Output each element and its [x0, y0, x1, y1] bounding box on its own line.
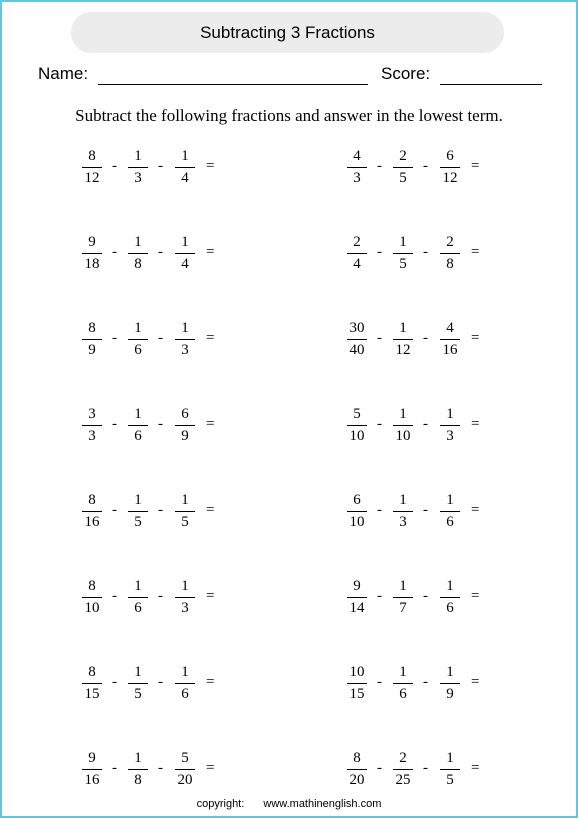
denominator: 8 — [134, 772, 142, 788]
fraction-bar — [128, 425, 148, 426]
numerator: 2 — [399, 148, 407, 164]
fraction-bar — [347, 511, 367, 512]
minus-sign: - — [377, 244, 382, 260]
fraction — [347, 577, 367, 618]
denominator: 6 — [399, 686, 407, 702]
fraction-bar — [82, 339, 102, 340]
fraction-bar — [82, 511, 102, 512]
numerator: 8 — [88, 320, 96, 336]
fraction-bar — [393, 511, 413, 512]
fraction-bar — [175, 253, 195, 254]
fraction — [393, 577, 413, 618]
minus-sign: - — [158, 760, 163, 776]
numerator: 2 — [399, 750, 407, 766]
equals-sign: = — [206, 760, 215, 776]
fraction-problem — [82, 233, 222, 277]
equals-sign: = — [206, 588, 215, 604]
fraction — [347, 405, 367, 446]
equals-sign: = — [206, 502, 215, 518]
minus-sign: - — [377, 760, 382, 776]
denominator: 4 — [181, 256, 189, 272]
denominator: 7 — [399, 600, 407, 616]
denominator: 16 — [84, 772, 100, 788]
fraction — [347, 491, 367, 532]
fraction-bar — [82, 683, 102, 684]
fraction — [393, 147, 413, 188]
minus-sign: - — [158, 674, 163, 690]
fraction-bar — [82, 597, 102, 598]
numerator: 4 — [353, 148, 361, 164]
fraction-bar — [175, 339, 195, 340]
fraction — [175, 663, 195, 704]
website-link[interactable]: www.mathinenglish.com — [263, 798, 382, 810]
fraction-bar — [393, 683, 413, 684]
numerator: 1 — [134, 320, 142, 336]
equals-sign: = — [471, 330, 480, 346]
fraction-bar — [440, 511, 460, 512]
numerator: 1 — [399, 234, 407, 250]
numerator: 1 — [446, 406, 454, 422]
fraction — [440, 233, 460, 274]
denominator: 15 — [349, 686, 365, 702]
score-label: Score: — [381, 64, 431, 83]
fraction — [440, 147, 460, 188]
denominator: 16 — [84, 514, 100, 530]
fraction — [82, 491, 102, 532]
minus-sign: - — [377, 588, 382, 604]
fraction-bar — [128, 769, 148, 770]
name-score-row — [38, 64, 548, 88]
worksheet-title: Subtracting 3 Fractions — [71, 12, 504, 53]
denominator: 12 — [442, 170, 458, 186]
denominator: 3 — [181, 600, 189, 616]
minus-sign: - — [423, 502, 428, 518]
fraction — [128, 491, 148, 532]
numerator: 1 — [446, 664, 454, 680]
fraction-bar — [347, 253, 367, 254]
fraction-bar — [175, 167, 195, 168]
fraction-bar — [347, 683, 367, 684]
fraction — [128, 147, 148, 188]
fraction-bar — [82, 425, 102, 426]
numerator: 1 — [446, 578, 454, 594]
denominator: 10 — [349, 514, 365, 530]
fraction-problem — [82, 147, 222, 191]
equals-sign: = — [471, 244, 480, 260]
fraction — [440, 491, 460, 532]
fraction — [393, 663, 413, 704]
numerator: 8 — [88, 148, 96, 164]
denominator: 3 — [181, 342, 189, 358]
equals-sign: = — [471, 502, 480, 518]
fraction-bar — [82, 253, 102, 254]
numerator: 1 — [399, 578, 407, 594]
numerator: 9 — [88, 234, 96, 250]
fraction-bar — [393, 253, 413, 254]
minus-sign: - — [423, 158, 428, 174]
equals-sign: = — [206, 330, 215, 346]
denominator: 20 — [349, 772, 365, 788]
minus-sign: - — [377, 502, 382, 518]
minus-sign: - — [112, 760, 117, 776]
denominator: 10 — [349, 428, 365, 444]
denominator: 14 — [349, 600, 365, 616]
fraction-bar — [393, 769, 413, 770]
numerator: 8 — [88, 578, 96, 594]
fraction-bar — [440, 167, 460, 168]
fraction-problem — [347, 319, 487, 363]
numerator: 4 — [446, 320, 454, 336]
minus-sign: - — [423, 416, 428, 432]
fraction-bar — [347, 769, 367, 770]
fraction — [128, 233, 148, 274]
fraction-problem — [347, 491, 487, 535]
equals-sign: = — [471, 674, 480, 690]
numerator: 30 — [349, 320, 365, 336]
numerator: 3 — [88, 406, 96, 422]
denominator: 9 — [446, 686, 454, 702]
fraction — [347, 233, 367, 274]
footer — [2, 798, 576, 810]
numerator: 1 — [446, 492, 454, 508]
fraction-problem — [82, 749, 222, 793]
equals-sign: = — [206, 674, 215, 690]
fraction — [393, 491, 413, 532]
denominator: 12 — [84, 170, 100, 186]
numerator: 1 — [134, 406, 142, 422]
minus-sign: - — [377, 158, 382, 174]
fraction — [82, 147, 102, 188]
fraction — [82, 663, 102, 704]
numerator: 8 — [88, 664, 96, 680]
minus-sign: - — [377, 330, 382, 346]
denominator: 6 — [181, 686, 189, 702]
fraction-problem — [347, 663, 487, 707]
numerator: 1 — [399, 492, 407, 508]
denominator: 9 — [181, 428, 189, 444]
equals-sign: = — [206, 244, 215, 260]
numerator: 9 — [88, 750, 96, 766]
fraction — [82, 319, 102, 360]
fraction-problem — [347, 147, 487, 191]
denominator: 20 — [177, 772, 193, 788]
minus-sign: - — [158, 588, 163, 604]
denominator: 5 — [399, 170, 407, 186]
numerator: 1 — [181, 578, 189, 594]
fraction — [440, 319, 460, 360]
minus-sign: - — [423, 760, 428, 776]
fraction-problem — [82, 663, 222, 707]
equals-sign: = — [471, 760, 480, 776]
name-blank[interactable] — [98, 84, 368, 85]
denominator: 5 — [399, 256, 407, 272]
fraction-bar — [347, 597, 367, 598]
denominator: 15 — [84, 686, 100, 702]
fraction — [393, 749, 413, 790]
numerator: 1 — [181, 148, 189, 164]
minus-sign: - — [158, 416, 163, 432]
equals-sign: = — [206, 416, 215, 432]
instructions: Subtract the following fractions and answer in the lowest term. — [75, 106, 503, 125]
fraction — [82, 577, 102, 618]
denominator: 3 — [399, 514, 407, 530]
denominator: 8 — [134, 256, 142, 272]
fraction-bar — [347, 167, 367, 168]
fraction — [175, 147, 195, 188]
denominator: 16 — [442, 342, 458, 358]
numerator: 1 — [134, 234, 142, 250]
fraction-bar — [440, 253, 460, 254]
minus-sign: - — [112, 588, 117, 604]
fraction — [440, 663, 460, 704]
fraction — [175, 491, 195, 532]
fraction-bar — [175, 511, 195, 512]
fraction-bar — [440, 683, 460, 684]
numerator: 1 — [134, 664, 142, 680]
denominator: 10 — [395, 428, 411, 444]
numerator: 1 — [181, 320, 189, 336]
minus-sign: - — [158, 502, 163, 518]
fraction — [128, 663, 148, 704]
fraction-problem — [347, 405, 487, 449]
fraction — [175, 233, 195, 274]
numerator: 5 — [181, 750, 189, 766]
fraction — [347, 319, 367, 360]
fraction — [175, 319, 195, 360]
denominator: 10 — [84, 600, 100, 616]
fraction — [393, 405, 413, 446]
fraction — [347, 147, 367, 188]
fraction — [393, 233, 413, 274]
numerator: 8 — [353, 750, 361, 766]
numerator: 1 — [399, 406, 407, 422]
fraction — [440, 577, 460, 618]
minus-sign: - — [112, 244, 117, 260]
fraction — [175, 577, 195, 618]
fraction — [175, 749, 195, 790]
numerator: 1 — [399, 664, 407, 680]
fraction-bar — [82, 167, 102, 168]
fraction-problem — [82, 491, 222, 535]
denominator: 6 — [134, 342, 142, 358]
minus-sign: - — [423, 588, 428, 604]
fraction-bar — [347, 425, 367, 426]
score-blank[interactable] — [440, 84, 542, 85]
denominator: 25 — [395, 772, 411, 788]
numerator: 1 — [446, 750, 454, 766]
numerator: 6 — [181, 406, 189, 422]
fraction — [82, 233, 102, 274]
denominator: 6 — [134, 600, 142, 616]
denominator: 6 — [134, 428, 142, 444]
fraction — [175, 405, 195, 446]
fraction-bar — [440, 339, 460, 340]
fraction — [82, 405, 102, 446]
numerator: 1 — [181, 664, 189, 680]
denominator: 4 — [353, 256, 361, 272]
fraction — [128, 577, 148, 618]
fraction — [128, 319, 148, 360]
numerator: 10 — [349, 664, 365, 680]
minus-sign: - — [158, 330, 163, 346]
minus-sign: - — [112, 416, 117, 432]
fraction-bar — [440, 425, 460, 426]
minus-sign: - — [423, 674, 428, 690]
fraction-bar — [393, 597, 413, 598]
fraction-bar — [393, 339, 413, 340]
numerator: 1 — [134, 492, 142, 508]
denominator: 6 — [446, 514, 454, 530]
numerator: 8 — [88, 492, 96, 508]
denominator: 3 — [353, 170, 361, 186]
fraction-bar — [347, 339, 367, 340]
denominator: 8 — [446, 256, 454, 272]
numerator: 5 — [353, 406, 361, 422]
fraction-bar — [82, 769, 102, 770]
fraction — [128, 749, 148, 790]
denominator: 5 — [134, 514, 142, 530]
fraction-bar — [393, 425, 413, 426]
copyright-label: copyright: — [196, 798, 245, 810]
minus-sign: - — [423, 244, 428, 260]
equals-sign: = — [471, 416, 480, 432]
numerator: 1 — [181, 492, 189, 508]
fraction-bar — [128, 683, 148, 684]
fraction — [128, 405, 148, 446]
fraction-bar — [175, 425, 195, 426]
fraction-bar — [128, 167, 148, 168]
minus-sign: - — [423, 330, 428, 346]
numerator: 2 — [353, 234, 361, 250]
fraction — [393, 319, 413, 360]
fraction-problem — [82, 577, 222, 621]
numerator: 1 — [134, 750, 142, 766]
fraction — [440, 749, 460, 790]
numerator: 1 — [181, 234, 189, 250]
denominator: 3 — [446, 428, 454, 444]
fraction-bar — [175, 769, 195, 770]
fraction-bar — [175, 683, 195, 684]
name-label: Name: — [38, 64, 89, 83]
numerator: 6 — [446, 148, 454, 164]
fraction-bar — [440, 597, 460, 598]
fraction-bar — [393, 167, 413, 168]
equals-sign: = — [471, 158, 480, 174]
fraction-bar — [128, 253, 148, 254]
denominator: 6 — [446, 600, 454, 616]
numerator: 1 — [134, 148, 142, 164]
fraction-problem — [347, 749, 487, 793]
minus-sign: - — [112, 502, 117, 518]
denominator: 4 — [181, 170, 189, 186]
numerator: 1 — [134, 578, 142, 594]
fraction — [82, 749, 102, 790]
denominator: 9 — [88, 342, 96, 358]
equals-sign: = — [471, 588, 480, 604]
numerator: 6 — [353, 492, 361, 508]
numerator: 9 — [353, 578, 361, 594]
numerator: 1 — [399, 320, 407, 336]
fraction-bar — [128, 511, 148, 512]
denominator: 3 — [88, 428, 96, 444]
fraction-problem — [82, 319, 222, 363]
minus-sign: - — [158, 244, 163, 260]
fraction-bar — [440, 769, 460, 770]
fraction-problem — [82, 405, 222, 449]
fraction — [347, 663, 367, 704]
minus-sign: - — [112, 330, 117, 346]
numerator: 2 — [446, 234, 454, 250]
minus-sign: - — [112, 674, 117, 690]
fraction-bar — [175, 597, 195, 598]
fraction-problem — [347, 233, 487, 277]
denominator: 5 — [134, 686, 142, 702]
minus-sign: - — [158, 158, 163, 174]
equals-sign: = — [206, 158, 215, 174]
fraction-bar — [128, 597, 148, 598]
denominator: 3 — [134, 170, 142, 186]
minus-sign: - — [377, 674, 382, 690]
denominator: 12 — [395, 342, 411, 358]
denominator: 18 — [84, 256, 100, 272]
fraction-bar — [128, 339, 148, 340]
minus-sign: - — [377, 416, 382, 432]
fraction — [440, 405, 460, 446]
minus-sign: - — [112, 158, 117, 174]
denominator: 5 — [446, 772, 454, 788]
denominator: 5 — [181, 514, 189, 530]
fraction — [347, 749, 367, 790]
denominator: 40 — [349, 342, 365, 358]
fraction-problem — [347, 577, 487, 621]
